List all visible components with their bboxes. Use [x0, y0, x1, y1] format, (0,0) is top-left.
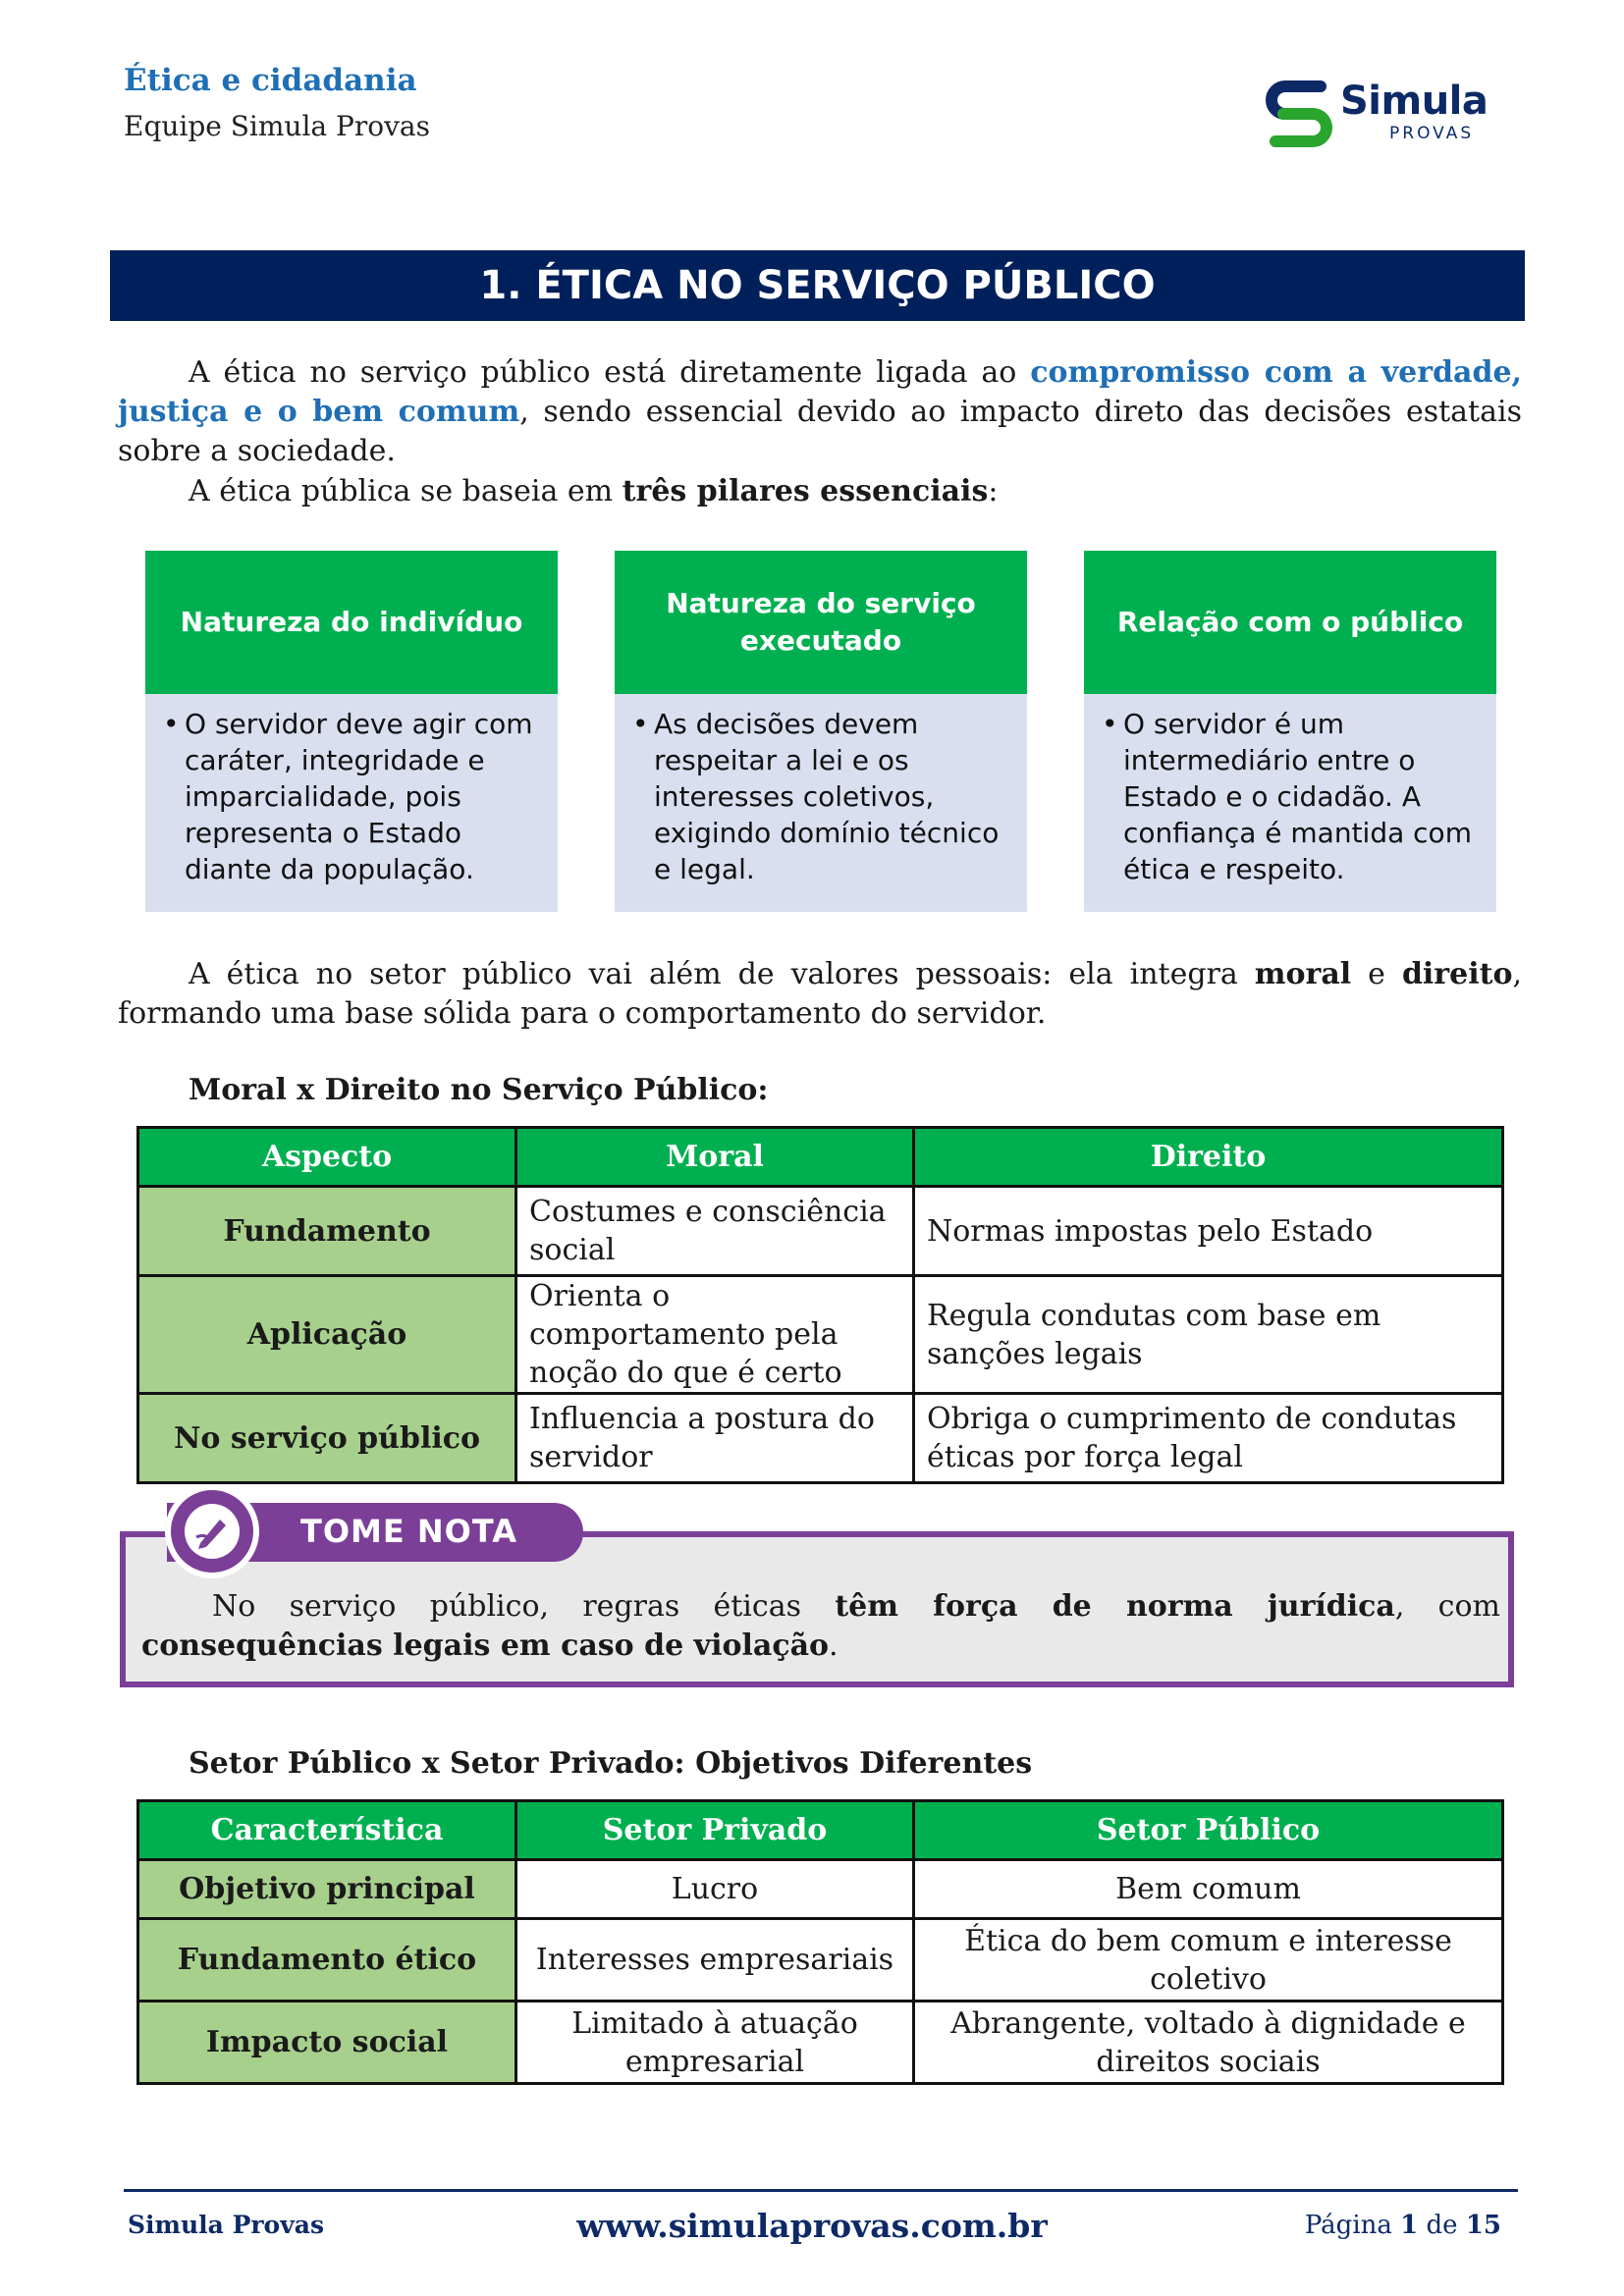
table2-heading: Setor Público x Setor Privado: Objetivos Diferentes [189, 1746, 1033, 1781]
row-header-cell: Objetivo principal [138, 1860, 516, 1919]
table-cell: Lucro [516, 1860, 914, 1919]
pillar-text: As decisões devem respeitar a lei e os interesses coletivos, exigindo domínio técnico e legal. [654, 708, 1000, 885]
subject-title: Ética e cidadania [124, 63, 417, 98]
table-cell: Abrangente, voltado à dignidade e direitos sociais [914, 2002, 1503, 2084]
table-row [138, 1394, 1503, 1483]
pillar-title: Relação com o público [1084, 551, 1496, 694]
pillar-card [615, 551, 1027, 912]
team-name: Equipe Simula Provas [124, 110, 430, 142]
table-cell: Normas impostas pelo Estado [914, 1187, 1503, 1276]
row-header-cell: Fundamento [138, 1187, 516, 1276]
table-header-cell: Aspecto [138, 1128, 516, 1187]
pillar-text: O servidor deve agir com caráter, integridade e imparcialidade, pois representa o Estado diante da população. [185, 708, 533, 885]
table-header-row [138, 1128, 1503, 1187]
pillar-card [145, 551, 558, 912]
footer-divider [124, 2189, 1518, 2192]
footer-brand: Simula Provas [128, 2211, 325, 2239]
pillar-title: Natureza do indivíduo [145, 551, 558, 694]
table-row [138, 2002, 1503, 2084]
simula-logo [1262, 77, 1497, 151]
table-cell: Influencia a postura do servidor [516, 1394, 914, 1483]
table-header-cell: Moral [516, 1128, 914, 1187]
moral-direito-table [136, 1126, 1504, 1484]
para3-text: A ética no setor público vai além de valores pessoais: ela integra [189, 957, 1255, 991]
page-total: 15 [1465, 2211, 1501, 2240]
note-bold-1: têm força de norma jurídica [835, 1589, 1395, 1624]
logo-word: Simula [1340, 79, 1489, 124]
section-title: 1. ÉTICA NO SERVIÇO PÚBLICO [110, 250, 1525, 321]
simula-s-icon [1262, 77, 1336, 151]
intro-text-end: , sendo essencial devido ao impacto direto das decisões estatais sobre a sociedade. [118, 395, 1522, 468]
row-header-cell: Impacto social [138, 2002, 516, 2084]
intro-paragraph [118, 353, 1522, 471]
table-cell: Obriga o cumprimento de condutas éticas por força legal [914, 1394, 1503, 1483]
para3-mid: e [1351, 957, 1402, 991]
table-cell: Regula condutas com base em sanções legais [914, 1276, 1503, 1394]
note-text-start: No serviço público, regras éticas [212, 1589, 836, 1624]
table-header-cell: Característica [138, 1801, 516, 1860]
table-cell: Ética do bem comum e interesse coletivo [914, 1919, 1503, 2002]
intro-highlight: compromisso com a verdade, justiça e o bem comum [118, 355, 1522, 429]
table-header-cell: Setor Privado [516, 1801, 914, 1860]
page-current: 1 [1400, 2211, 1419, 2240]
table-row [138, 1276, 1503, 1394]
table1-heading: Moral x Direito no Serviço Público: [189, 1073, 769, 1107]
row-header-cell: No serviço público [138, 1394, 516, 1483]
para3-end: , formando uma base sólida para o comportamento do servidor. [118, 957, 1523, 1031]
pillar-body [1084, 694, 1496, 887]
row-header-cell: Fundamento ético [138, 1919, 516, 2002]
table-row [138, 1919, 1503, 2002]
row-header-cell: Aplicação [138, 1276, 516, 1394]
intro-text: A ética no serviço público está diretamente ligada ao [189, 355, 1031, 390]
pillar-card [1084, 551, 1496, 912]
para3-bold-moral: moral [1254, 957, 1352, 991]
table-cell: Interesses empresariais [516, 1919, 914, 2002]
pillars-intro-bold: três pilares essenciais [622, 474, 989, 508]
page-mid: de [1418, 2211, 1466, 2240]
table-cell: Costumes e consciência social [516, 1187, 914, 1276]
pillar-body [615, 694, 1027, 887]
pillars-intro-text: A ética pública se baseia em [189, 474, 623, 508]
table-header-row [138, 1801, 1503, 1860]
page-prefix: Página [1304, 2211, 1401, 2240]
table-row [138, 1187, 1503, 1276]
table-cell: Orienta o comportamento pela noção do que é certo [516, 1276, 914, 1394]
pillar-title: Natureza do serviço executado [615, 551, 1027, 694]
bullet-icon: • [632, 708, 649, 740]
pillars-intro-end: : [988, 474, 999, 508]
para3-bold-direito: direito [1401, 957, 1513, 991]
table-cell: Bem comum [914, 1860, 1503, 1919]
tome-nota-label: TOME NOTA [300, 1513, 517, 1550]
bullet-icon: • [163, 708, 180, 740]
setor-table [136, 1799, 1504, 2085]
footer-website-link[interactable]: www.simulaprovas.com.br [576, 2207, 1048, 2245]
pillar-body [145, 694, 558, 887]
pillar-text: O servidor é um intermediário entre o Estado e o cidadão. A confiança é mantida com ética e respeito. [1123, 708, 1472, 885]
table-header-cell: Setor Público [914, 1801, 1503, 1860]
footer-page-number [1305, 2211, 1501, 2240]
pencil-hand-icon [165, 1484, 259, 1578]
pillars-intro [118, 472, 1522, 511]
note-text-end: . [829, 1629, 839, 1663]
tome-nota-text [141, 1587, 1500, 1666]
table-header-cell: Direito [914, 1128, 1503, 1187]
moral-direito-paragraph [118, 955, 1522, 1034]
note-bold-2: consequências legais em caso de violação [141, 1629, 830, 1663]
note-text-mid: , com [1394, 1589, 1500, 1624]
table-cell: Limitado à atuação empresarial [516, 2002, 914, 2084]
bullet-icon: • [1102, 708, 1118, 740]
logo-sub: PROVAS [1389, 124, 1475, 143]
table-row [138, 1860, 1503, 1919]
